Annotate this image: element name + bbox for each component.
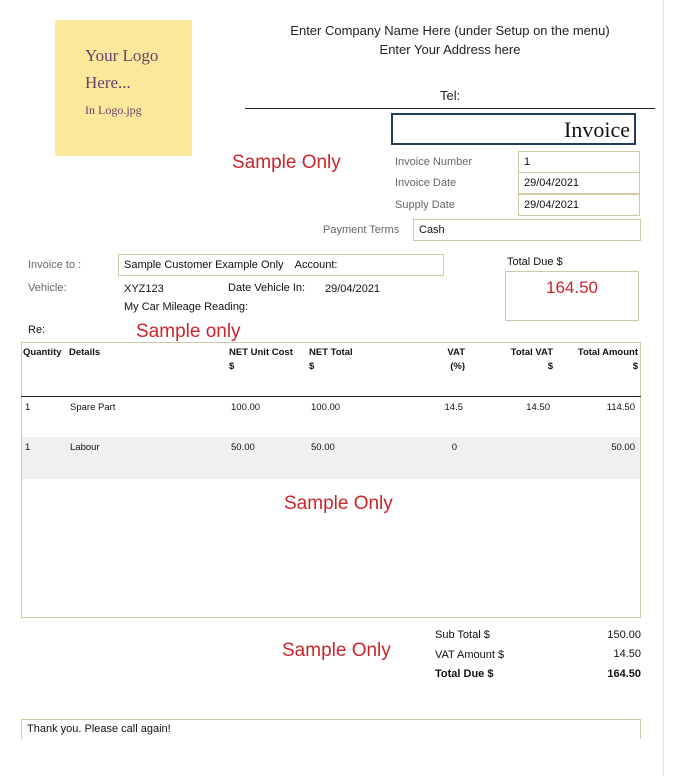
- invoice-date-label: Invoice Date: [395, 177, 457, 189]
- row1-total-vat: 14.50: [526, 402, 550, 413]
- row2-net-total: 50.00: [311, 442, 335, 453]
- subtotal-value: 150.00: [607, 629, 641, 641]
- row2-net-unit-cost: 50.00: [231, 442, 255, 453]
- subtotal-label: Sub Total $: [435, 629, 490, 641]
- watermark-totals: Sample Only: [282, 640, 391, 661]
- vehicle-value: XYZ123: [124, 283, 164, 295]
- account-label: Account:: [294, 259, 338, 271]
- mileage-label: My Car Mileage Reading:: [124, 301, 249, 313]
- logo-placeholder: [55, 20, 192, 156]
- grand-total-label: Total Due $: [435, 668, 494, 680]
- invoice-number-label: Invoice Number: [395, 156, 473, 168]
- page-edge: [663, 0, 664, 776]
- header-net-unit-cost: NET Unit Cost $: [229, 347, 293, 372]
- row1-quantity: 1: [25, 402, 31, 413]
- company-name: Enter Company Name Here (under Setup on the menu): [290, 23, 610, 38]
- row1-details: Spare Part: [70, 402, 116, 413]
- customer-name: Sample Customer Example Only: [124, 259, 284, 271]
- supply-date-label: Supply Date: [395, 199, 455, 211]
- vat-amount-label: VAT Amount $: [435, 649, 505, 661]
- logo-line-2: Here...: [85, 73, 131, 92]
- header-details: Details: [69, 347, 101, 358]
- date-in-value: 29/04/2021: [325, 283, 381, 295]
- row1-total-amount: 114.50: [606, 402, 635, 413]
- header-net-total: NET Total $: [309, 347, 353, 372]
- row1-net-total: 100.00: [311, 402, 341, 413]
- row1-vat: 14.5: [444, 402, 463, 413]
- row2-total-amount: 50.00: [611, 442, 635, 453]
- invoice-title: Invoice: [391, 113, 636, 145]
- invoice-to-label: Invoice to :: [28, 259, 82, 271]
- row1-net-unit-cost: 100.00: [231, 402, 261, 413]
- company-address: Enter Your Address here: [379, 42, 521, 57]
- invoice-date-field: 29/04/2021: [518, 172, 640, 194]
- header-quantity: Quantity: [23, 347, 62, 358]
- row2-quantity: 1: [25, 442, 31, 453]
- row2-vat: 0: [451, 442, 457, 453]
- header-total-amount: Total Amount $: [577, 347, 638, 372]
- vat-amount-value: 14.50: [613, 648, 641, 660]
- items-table: [21, 342, 641, 618]
- header-vat: VAT (%): [447, 347, 465, 372]
- header-total-vat: Total VAT $: [510, 347, 553, 372]
- header-divider: [245, 108, 655, 109]
- tel-label: Tel:: [440, 88, 461, 103]
- logo-line-3: In Logo.jpg: [85, 103, 142, 117]
- grand-total-value: 164.50: [607, 668, 641, 680]
- watermark-re: Sample only: [136, 321, 241, 342]
- invoice-to-field: [118, 254, 444, 276]
- date-in-label: Date Vehicle In:: [228, 282, 306, 294]
- watermark-table: Sample Only: [284, 493, 393, 514]
- total-due-value: 164.50: [505, 271, 639, 321]
- re-label: Re:: [28, 324, 46, 336]
- vehicle-label: Vehicle:: [28, 282, 67, 294]
- watermark-header: Sample Only: [232, 152, 341, 173]
- footer-message: Thank you. Please call again!: [21, 719, 641, 739]
- total-due-label: Total Due $: [507, 256, 563, 268]
- payment-terms-field: Cash: [413, 219, 641, 241]
- supply-date-field: 29/04/2021: [518, 194, 640, 216]
- logo-line-1: Your Logo: [85, 46, 159, 65]
- row2-details: Labour: [70, 442, 100, 453]
- invoice-number-field: 1: [518, 151, 640, 173]
- payment-terms-label: Payment Terms: [323, 224, 400, 236]
- header-divider-line: [21, 396, 641, 397]
